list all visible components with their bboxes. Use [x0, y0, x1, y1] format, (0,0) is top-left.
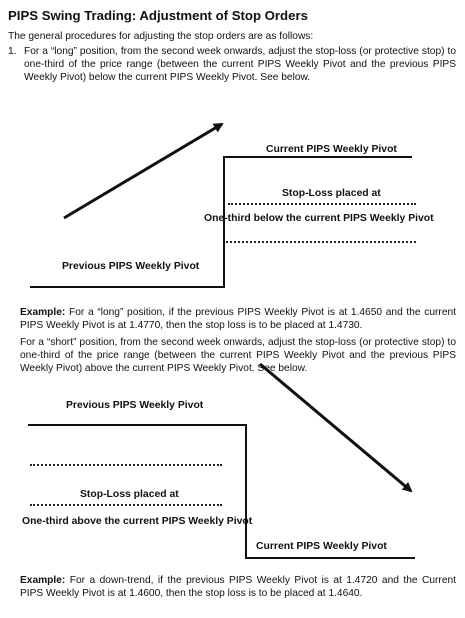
pivot-step-vertical-short — [245, 424, 247, 558]
downtrend-arrow — [260, 364, 411, 491]
stop-loss-dotted-line — [228, 203, 416, 205]
previous-pivot-line — [30, 286, 225, 288]
example-label: Example: — [20, 307, 66, 318]
current-pivot-line — [224, 156, 412, 158]
example-long-text: For a “long” position, if the previous PIPS Weekly Pivot is at 1.4650 and the current PIPS Weekly Pivot is at 1.4770, then the stop loss is to be placed at 1.4730. — [20, 307, 456, 331]
item-1-text: For a “long” position, from the second week onwards, adjust the stop-loss (or protective stop) to one-third of the price range (between the current PIPS Weekly Pivot and the previous PIPS Weekly Pivot) below the current PIPS Weekly Pivot. See below. — [24, 46, 456, 83]
stop-loss-dotted-line-short — [30, 504, 222, 506]
example-label-short: Example: — [20, 575, 66, 586]
page-title: PIPS Swing Trading: Adjustment of Stop Orders — [8, 8, 308, 23]
short-position-text: For a “short” position, from the second week onwards, adjust the stop-loss (or protective stop) to one-third of the price range (between the current PIPS Weekly Pivot and the previous PIPS Weekly Pivot) above the current PIPS Weekly Pivot. See below. — [20, 337, 456, 374]
example-short — [20, 574, 456, 600]
lower-dotted-line — [226, 241, 416, 243]
previous-pivot-line-short — [28, 424, 246, 426]
previous-pivot-label-short: Previous PIPS Weekly Pivot — [66, 400, 204, 411]
one-third-above-label: One-third above the current PIPS Weekly Pivot — [22, 516, 253, 527]
stop-loss-label: Stop-Loss placed at — [282, 188, 381, 199]
example-short-text: For a down-trend, if the previous PIPS Weekly Pivot is at 1.4720 and the Current PIPS Weekly Pivot is at 1.4600, then the stop loss is to be placed at 1.4640. — [20, 575, 456, 599]
uptrend-arrow — [64, 124, 222, 218]
upper-dotted-line — [30, 464, 222, 466]
example-long — [20, 306, 456, 332]
current-pivot-label-short: Current PIPS Weekly Pivot — [256, 541, 387, 552]
item-number: 1. — [8, 46, 17, 57]
current-pivot-line-short — [245, 557, 415, 559]
previous-pivot-label: Previous PIPS Weekly Pivot — [62, 261, 200, 272]
stop-loss-label-short: Stop-Loss placed at — [80, 489, 179, 500]
one-third-below-label: One-third below the current PIPS Weekly Pivot — [204, 213, 434, 224]
intro-text: The general procedures for adjusting the stop orders are as follows: — [8, 31, 314, 42]
current-pivot-label: Current PIPS Weekly Pivot — [266, 144, 397, 155]
